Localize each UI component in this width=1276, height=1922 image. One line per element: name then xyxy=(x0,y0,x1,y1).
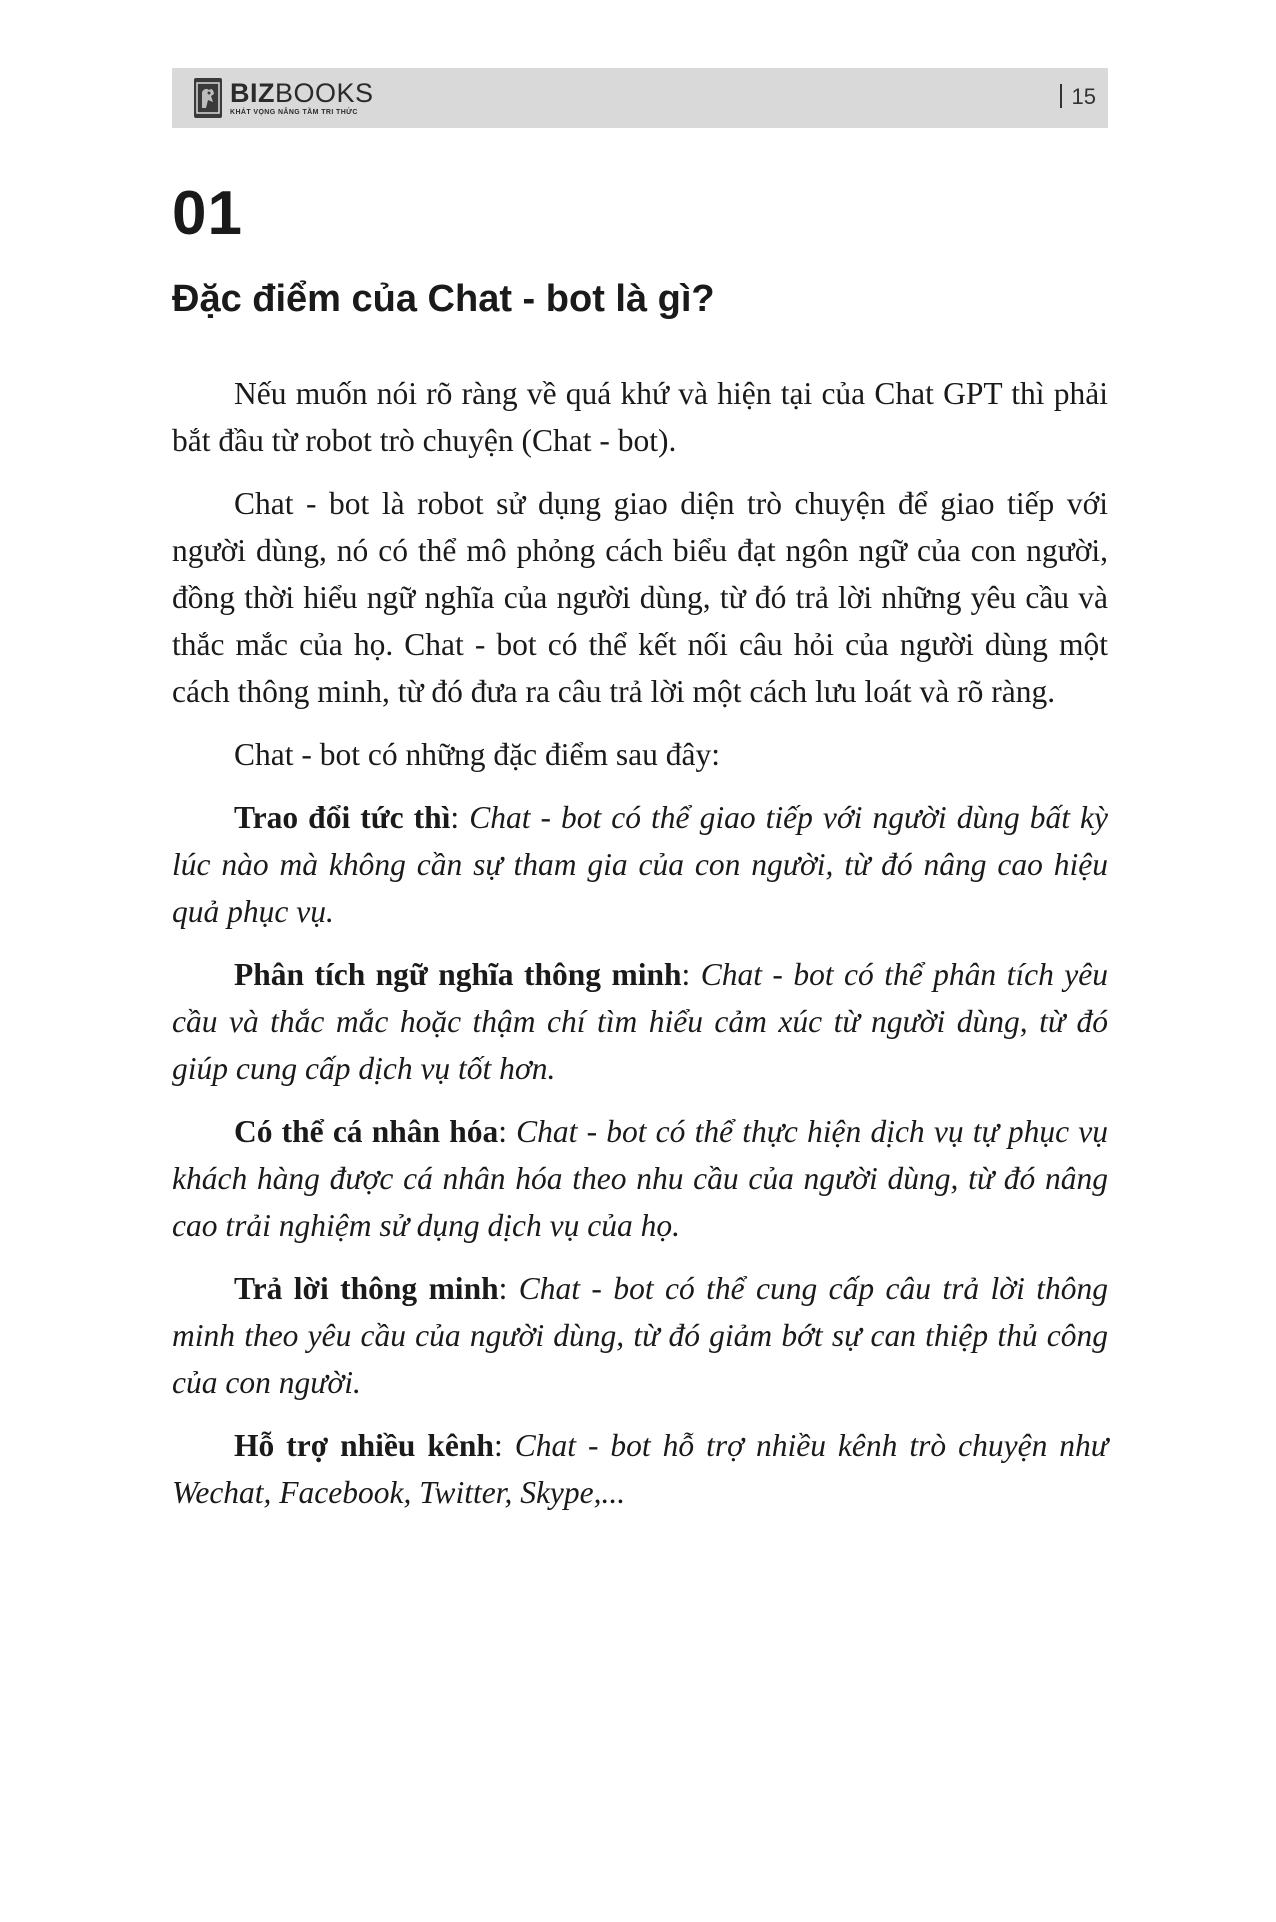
brand-name: BIZBOOKS xyxy=(230,78,374,108)
bizbooks-logo-icon xyxy=(194,78,222,118)
paragraph: Chat - bot là robot sử dụng giao diện trò chuyện để giao tiếp với người dùng, nó có thể mô phỏng cách biểu đạt ngôn ngữ của con người, đồng thời hiểu ngữ nghĩa của người dùng, từ đó trả lời những yêu cầu và thắc mắc của họ. Chat - bot có thể kết nối câu hỏi của người dùng một cách thông minh, từ đó đưa ra câu trả lời một cách lưu loát và rõ ràng. xyxy=(172,486,1108,709)
feature-description: Chat - bot có thể giao tiếp với người dùng bất kỳ lúc nào mà không cần sự tham gia của con người, từ đó nâng cao hiệu quả phục vụ. xyxy=(172,800,1108,929)
body-text xyxy=(172,370,1108,1532)
chapter-title: Đặc điểm của Chat - bot là gì? xyxy=(172,278,715,320)
feature-item: Trao đổi tức thì: Chat - bot có thể giao tiếp với người dùng bất kỳ lúc nào mà không cần sự tham gia của con người, từ đó nâng cao hiệu quả phục vụ. xyxy=(172,800,1108,929)
feature-term: Phân tích ngữ nghĩa thông minh xyxy=(234,957,682,992)
feature-description: Chat - bot có thể cung cấp câu trả lời thông minh theo yêu cầu của người dùng, từ đó giảm bớt sự can thiệp thủ công của con người. xyxy=(172,1271,1108,1400)
feature-item: Trả lời thông minh: Chat - bot có thể cung cấp câu trả lời thông minh theo yêu cầu của người dùng, từ đó giảm bớt sự can thiệp thủ công của con người. xyxy=(172,1271,1108,1400)
paragraph: Chat - bot có những đặc điểm sau đây: xyxy=(234,737,720,772)
publisher-logo xyxy=(194,76,374,120)
brand-tagline: KHÁT VỌNG NÂNG TẦM TRI THỨC xyxy=(230,109,358,116)
paragraph: Nếu muốn nói rõ ràng về quá khứ và hiện tại của Chat GPT thì phải bắt đầu từ robot trò chuyện (Chat - bot). xyxy=(172,376,1108,458)
feature-description: Chat - bot có thể thực hiện dịch vụ tự phục vụ khách hàng được cá nhân hóa theo nhu cầu của người dùng, từ đó nâng cao trải nghiệm sử dụng dịch vụ của họ. xyxy=(172,1114,1108,1243)
running-header xyxy=(172,68,1108,128)
feature-term: Có thể cá nhân hóa xyxy=(234,1114,499,1149)
feature-item: Hỗ trợ nhiều kênh: Chat - bot hỗ trợ nhiều kênh trò chuyện như Wechat, Facebook, Twitter, Skype,... xyxy=(172,1428,1108,1510)
feature-description: Chat - bot hỗ trợ nhiều kênh trò chuyện như Wechat, Facebook, Twitter, Skype,... xyxy=(172,1428,1108,1510)
feature-description: Chat - bot có thể phân tích yêu cầu và thắc mắc hoặc thậm chí tìm hiểu cảm xúc từ người dùng, từ đó giúp cung cấp dịch vụ tốt hơn. xyxy=(172,957,1108,1086)
feature-term: Trả lời thông minh xyxy=(234,1271,499,1306)
feature-item: Phân tích ngữ nghĩa thông minh: Chat - bot có thể phân tích yêu cầu và thắc mắc hoặc thậm chí tìm hiểu cảm xúc từ người dùng, từ đó giúp cung cấp dịch vụ tốt hơn. xyxy=(172,957,1108,1086)
feature-item: Có thể cá nhân hóa: Chat - bot có thể thực hiện dịch vụ tự phục vụ khách hàng được cá nhân hóa theo nhu cầu của người dùng, từ đó nâng cao trải nghiệm sử dụng dịch vụ của họ. xyxy=(172,1114,1108,1243)
page-number: 15 xyxy=(1060,84,1096,110)
feature-term: Hỗ trợ nhiều kênh xyxy=(234,1428,494,1463)
chapter-number: 01 xyxy=(172,179,243,248)
feature-term: Trao đổi tức thì xyxy=(234,800,451,835)
